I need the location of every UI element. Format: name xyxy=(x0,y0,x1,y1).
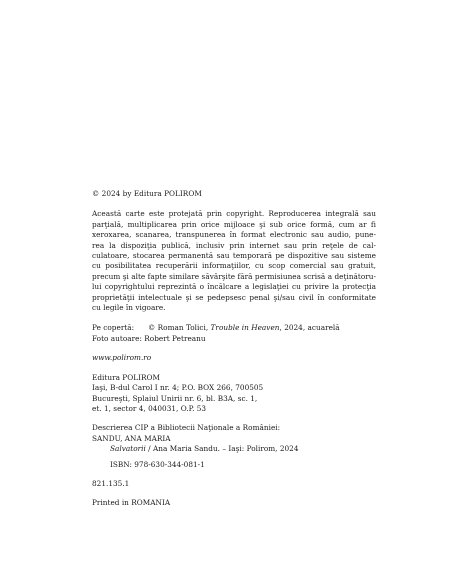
photo-credit: Foto autoare: Robert Petreanu xyxy=(92,333,206,343)
address-line: Iaşi, B-dul Carol I nr. 4; P.O. BOX 266, 700505 xyxy=(92,383,264,393)
address-line: Bucureşti, Splaiul Unirii nr. 6, bl. B3A, sc. 1, xyxy=(92,393,258,403)
cover-credit xyxy=(92,323,376,333)
legal-line: xeroxarea, scanarea, transpunerea în format electronic sau audio, pune- xyxy=(92,230,376,240)
cip-author: SANDU, ANA MARIA xyxy=(92,433,171,443)
legal-line: cu posibilitatea recuperării informaţiilor, cu scop comercial sau gratuit, xyxy=(92,261,376,271)
cover-credit-author: © Roman Tolici, xyxy=(148,323,209,333)
legal-line: Această carte este protejată prin copyright. Reproducerea integrală sau xyxy=(92,209,376,219)
cip-classification: 821.135.1 xyxy=(92,478,130,488)
legal-line: rea la dispoziţia publică, inclusiv prin internet sau prin reţele de cal- xyxy=(92,240,376,250)
address-line: Editura POLIROM xyxy=(92,372,160,382)
cover-artwork-title: Trouble in Heaven xyxy=(210,323,280,333)
legal-notice xyxy=(92,209,376,313)
cip-heading: Descrierea CIP a Bibliotecii Naţionale a României: xyxy=(92,423,281,433)
cip-isbn: ISBN: 978-630-344-081-1 xyxy=(110,459,205,469)
cover-artwork-details: , 2024, acuarelă xyxy=(279,323,340,333)
legal-line: proprietăţii intelectuale şi se pedepsesc penal şi/sau civil în conformitate xyxy=(92,292,376,302)
publisher-website-link[interactable]: www.polirom.ro xyxy=(92,353,152,363)
publisher-address xyxy=(92,373,376,415)
cip-book-title: Salvatorii xyxy=(110,444,146,454)
legal-line: culatoare, stocarea permanentă sau temporară pe dispozitive sau sisteme xyxy=(92,251,376,261)
copyright-notice: © 2024 by Editura POLIROM xyxy=(92,189,202,198)
legal-line: lui copyrightului reprezintă o încălcare a legislaţiei cu privire la protecţia xyxy=(92,282,376,292)
cip-record xyxy=(92,423,376,489)
legal-line: cu legile în vigoare. xyxy=(92,303,166,313)
legal-line: precum şi alte fapte similare săvârşite fără permisiunea scrisă a deţinătoru- xyxy=(92,271,376,281)
address-line: et. 1, sector 4, 040031, O.P. 53 xyxy=(92,403,207,413)
cip-title-line xyxy=(92,444,376,454)
printed-in: Printed in ROMANIA xyxy=(92,498,171,508)
legal-line: parţială, multiplicarea prin orice mijloace şi sub orice formă, cum ar fi xyxy=(92,219,376,229)
copyright-content xyxy=(92,189,376,509)
cip-title-rest: / Ana Maria Sandu. – Iaşi: Polirom, 2024 xyxy=(145,444,299,454)
cover-credit-label: Pe copertă: xyxy=(92,323,135,333)
